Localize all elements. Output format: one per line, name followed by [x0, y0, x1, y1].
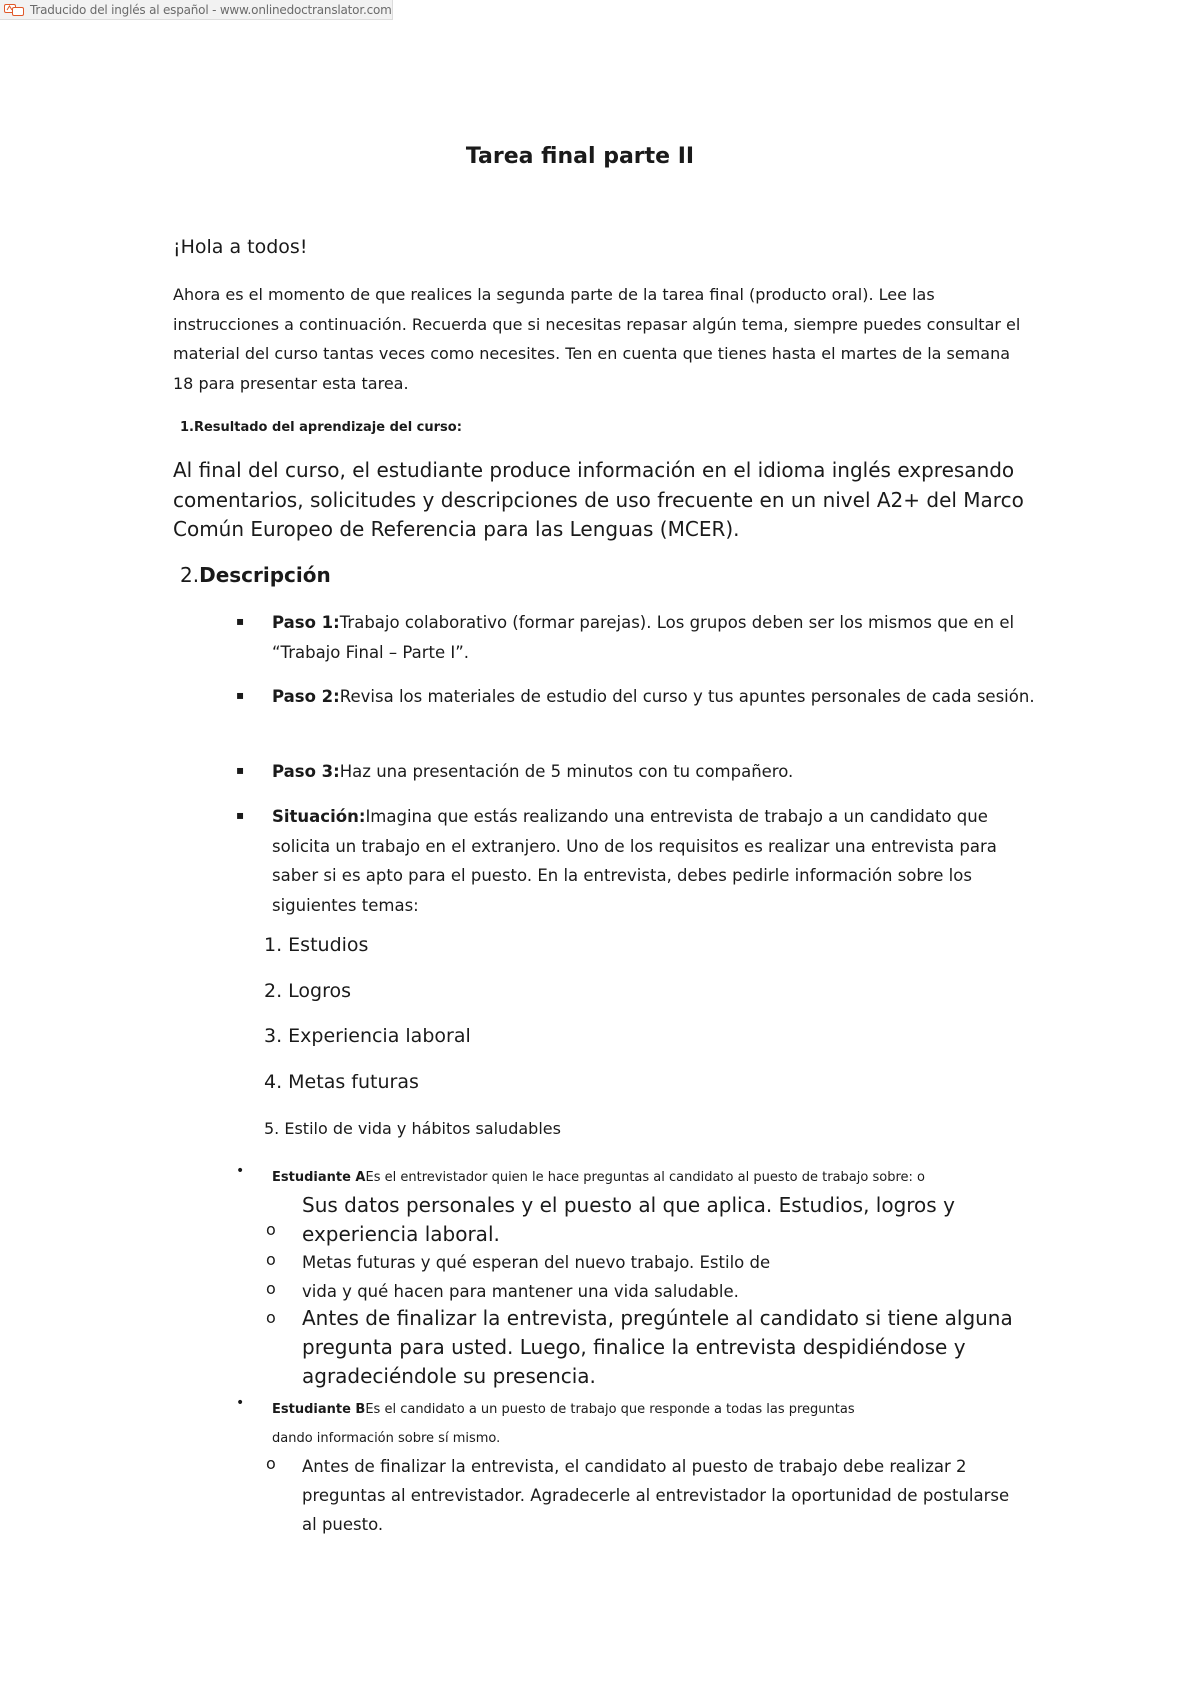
topic-item: 5. Estilo de vida y hábitos saludables: [264, 1119, 561, 1138]
student-b-label: Estudiante B: [272, 1402, 366, 1417]
intro-paragraph: Ahora es el momento de que realices la segunda parte de la tarea final (producto oral). Lee las instrucciones a continuación. Recuerda que si necesitas repasar algún tema, siempre puedes consultar el material del curso tantas veces como necesites. Ten en cuenta que tienes hasta el martes de la semana 18 para presentar esta tarea.: [173, 285, 1021, 393]
section-2-number: 2.: [180, 563, 200, 587]
greeting: ¡Hola a todos!: [173, 236, 308, 258]
square-bullet-icon: ▪: [236, 688, 245, 702]
bullet-icon: •: [236, 1163, 245, 1179]
step-text: Revisa los materiales de estudio del curso y tus apuntes personales de cada sesión.: [339, 687, 1035, 706]
student-a-item: Sus datos personales y el puesto al que aplica. Estudios, logros y experiencia laboral.: [302, 1193, 955, 1246]
student-b-text: Es el candidato a un puesto de trabajo que responde a todas las preguntas dando información sobre sí mismo.: [272, 1402, 855, 1446]
square-bullet-icon: ▪: [236, 614, 245, 628]
circle-bullet-icon: o: [266, 1279, 276, 1298]
circle-bullet-icon: o: [266, 1308, 276, 1327]
step-text: Trabajo colaborativo (formar parejas). Los grupos deben ser los mismos que en el “Trabajo Final – Parte I”.: [272, 613, 1015, 662]
student-a-item: Metas futuras y qué esperan del nuevo trabajo. Estilo de: [302, 1253, 771, 1272]
square-bullet-icon: ▪: [236, 808, 245, 822]
topic-item: 3. Experiencia laboral: [264, 1025, 471, 1047]
step-label: Paso 3:: [272, 762, 340, 781]
bullet-icon: •: [236, 1395, 245, 1411]
circle-bullet-icon: o: [266, 1220, 276, 1239]
topic-item: 2. Logros: [264, 980, 352, 1002]
student-a-item: vida y qué hacen para mantener una vida saludable.: [302, 1282, 739, 1301]
student-a-label: Estudiante A: [272, 1170, 366, 1185]
translate-icon: [4, 4, 24, 16]
square-bullet-icon: ▪: [236, 763, 245, 777]
situation: [272, 802, 1042, 920]
section-2-heading: [180, 563, 331, 587]
step-1: [272, 608, 1042, 667]
translation-banner[interactable]: [0, 0, 393, 20]
student-b: [272, 1395, 872, 1453]
student-a: [272, 1163, 1032, 1192]
learning-outcome-text: Al final del curso, el estudiante produce información en el idioma inglés expresando comentarios, solicitudes y descripciones de uso frecuente en un nivel A2+ del Marco Común Europeo de Referencia para las Lenguas (MCER).: [173, 458, 1024, 541]
page-title: Tarea final parte II: [465, 144, 695, 169]
step-3: [272, 757, 1042, 787]
student-b-item: Antes de finalizar la entrevista, el candidato al puesto de trabajo debe realizar 2 preguntas al entrevistador. Agradecerle al entrevistador la oportunidad de postularse al puesto.: [302, 1457, 1010, 1534]
step-text: Imagina que estás realizando una entrevista de trabajo a un candidato que solicita un trabajo en el extranjero. Uno de los requisitos es realizar una entrevista para saber si es apto para el puesto. En la entrevista, debes pedirle información sobre los siguientes temas:: [272, 807, 997, 915]
circle-bullet-icon: o: [266, 1250, 276, 1269]
student-a-text: Es el entrevistador quien le hace preguntas al candidato al puesto de trabajo sobre: o: [365, 1170, 925, 1185]
banner-text: Traducido del inglés al español - www.onlinedoctranslator.com: [30, 2, 392, 17]
step-text: Haz una presentación de 5 minutos con tu compañero.: [339, 762, 794, 781]
circle-bullet-icon: o: [266, 1454, 276, 1473]
step-label: Paso 1:: [272, 613, 340, 632]
step-2: [272, 682, 1042, 712]
student-a-item: Antes de finalizar la entrevista, pregúntele al candidato si tiene alguna pregunta para usted. Luego, finalice la entrevista despidiéndose y agradeciéndole su presencia.: [302, 1306, 1013, 1388]
topic-item: 1. Estudios: [264, 934, 369, 956]
step-label: Paso 2:: [272, 687, 340, 706]
topic-item: 4. Metas futuras: [264, 1071, 419, 1093]
section-2-label: Descripción: [199, 563, 331, 587]
step-label: Situación:: [272, 807, 366, 826]
section-1-heading: 1.Resultado del aprendizaje del curso:: [180, 420, 462, 435]
